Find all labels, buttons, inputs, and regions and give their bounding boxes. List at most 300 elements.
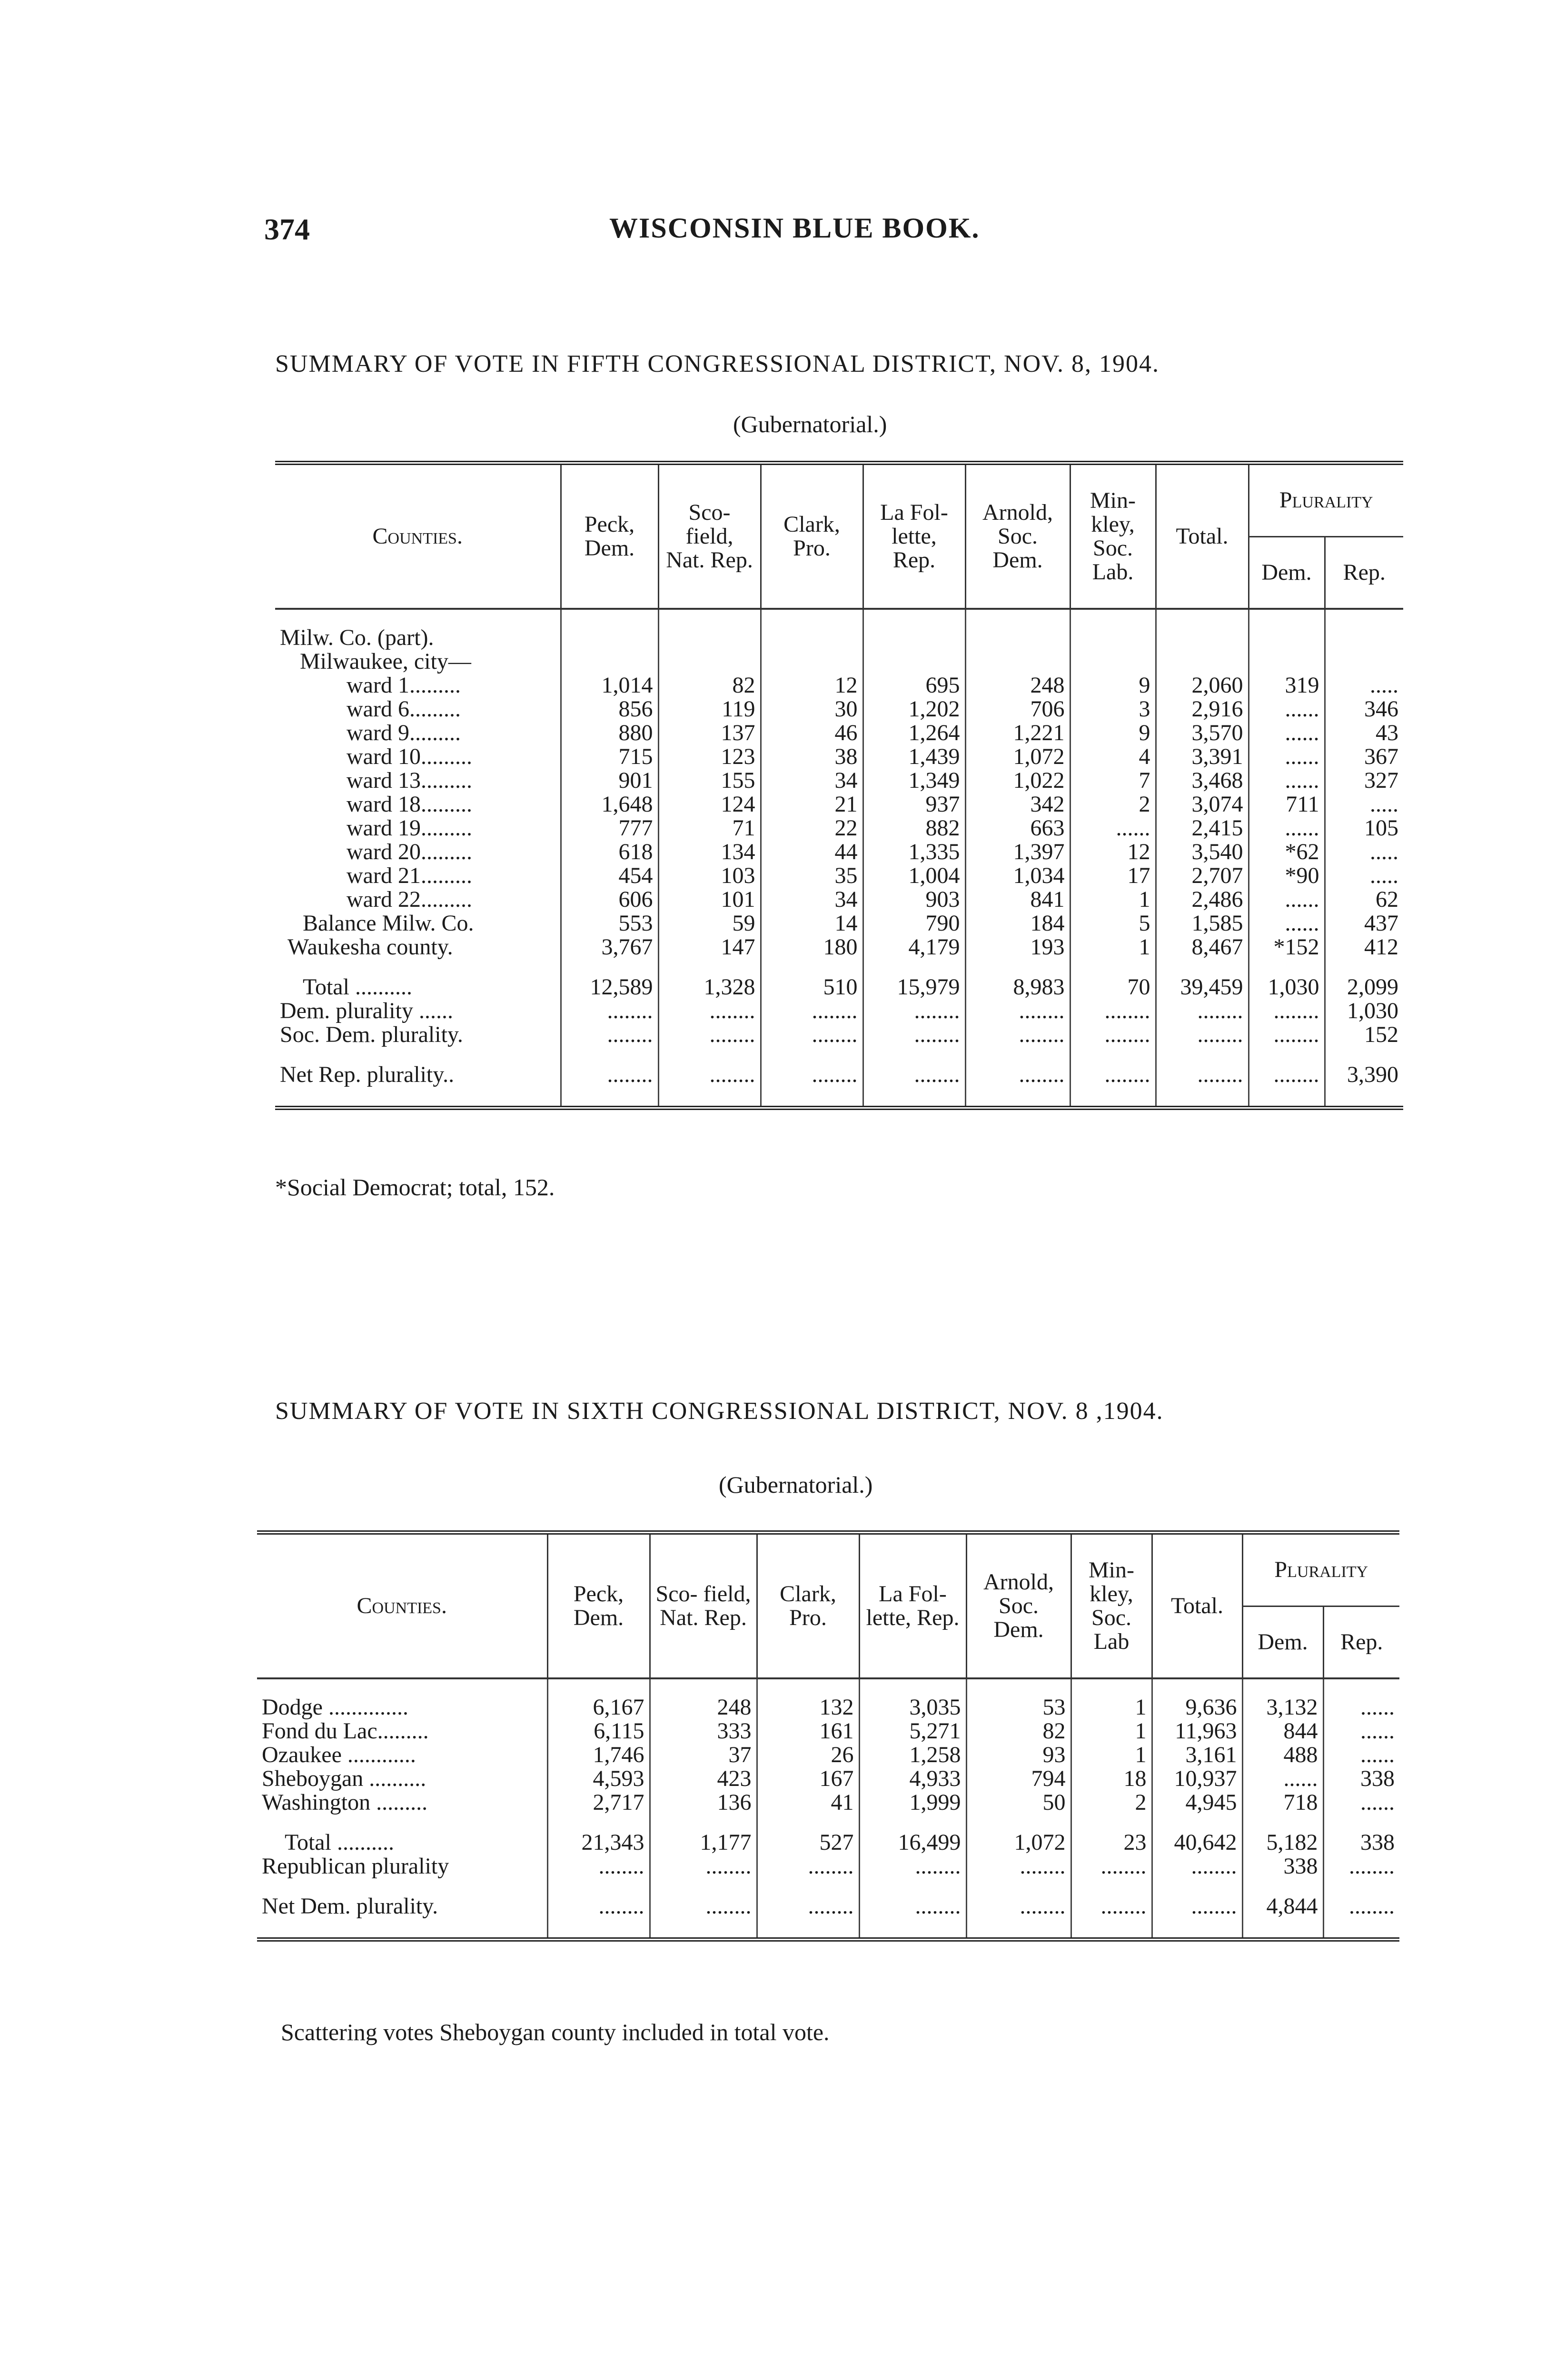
cell-peck: 901 — [561, 769, 658, 793]
header-lafollette: La Fol- lette, Rep. — [863, 463, 965, 609]
dot-leader: ........ — [761, 999, 863, 1023]
cell-dem-plurality: ...... — [1249, 816, 1325, 840]
cell-rep-plurality: 105 — [1325, 816, 1403, 840]
cell-lafollette: 5,271 — [859, 1719, 966, 1743]
table-row — [257, 1767, 1399, 1791]
cell-rep-plurality: 346 — [1325, 697, 1403, 721]
row-name: Waukesha county. — [287, 934, 453, 960]
cell-minkley: 18 — [1071, 1767, 1152, 1791]
cell-clark: 167 — [757, 1767, 859, 1791]
cell-minkley: 9 — [1070, 721, 1156, 745]
row-name: ward 9......... — [347, 720, 461, 745]
group-label: Milw. Co. (part). — [280, 625, 434, 650]
cell-peck: 21,343 — [547, 1831, 650, 1854]
cell-arnold: 706 — [965, 697, 1070, 721]
row-name: Ozaukee ............ — [262, 1742, 416, 1767]
cell-total: 3,570 — [1156, 721, 1249, 745]
cell-rep-plurality: 412 — [1325, 935, 1403, 959]
dot-leader: ........ — [1323, 1854, 1399, 1878]
cell-arnold: 1,221 — [965, 721, 1070, 745]
cell-lafollette: 1,004 — [863, 864, 965, 888]
cell-rep-plurality: 62 — [1325, 888, 1403, 912]
row-name: ward 21......... — [347, 863, 472, 888]
dot-leader: ........ — [1249, 1023, 1325, 1047]
cell-scofield: 136 — [650, 1791, 757, 1815]
cell-peck: 777 — [561, 816, 658, 840]
rep-plurality-row — [257, 1854, 1399, 1878]
row-name: Total .......... — [285, 1830, 394, 1855]
cell-arnold: 50 — [966, 1791, 1071, 1815]
cell-scofield: 1,328 — [658, 975, 761, 999]
cell-rep-plurality: ..... — [1325, 793, 1403, 816]
cell-arnold: 663 — [965, 816, 1070, 840]
row-name: ward 1......... — [347, 673, 461, 698]
cell-arnold: 841 — [965, 888, 1070, 912]
row-name: ward 10......... — [347, 744, 472, 769]
dot-leader: ........ — [1152, 1894, 1242, 1918]
cell-dem-plurality: 3,132 — [1242, 1696, 1323, 1719]
header-plurality-dem: Dem. — [1249, 536, 1325, 609]
cell-arnold: 1,072 — [965, 745, 1070, 769]
row-name: Balance Milw. Co. — [303, 911, 474, 936]
dot-leader: ........ — [757, 1854, 859, 1878]
cell-lafollette: 695 — [863, 674, 965, 697]
row-name: Republican plurality — [262, 1854, 449, 1879]
header-arnold: Arnold, Soc. Dem. — [965, 463, 1070, 609]
cell-clark: 26 — [757, 1743, 859, 1767]
cell-scofield: 155 — [658, 769, 761, 793]
table-row — [275, 721, 1403, 745]
header-peck: Peck, Dem. — [547, 1533, 650, 1679]
cell-rep-plurality: 1,030 — [1325, 999, 1403, 1023]
header-plurality: Plurality — [1242, 1533, 1399, 1606]
cell-dem-plurality: ...... — [1242, 1767, 1323, 1791]
cell-peck: 856 — [561, 697, 658, 721]
cell-total: 1,585 — [1156, 912, 1249, 935]
row-name: ward 6......... — [347, 696, 461, 722]
cell-lafollette: 4,179 — [863, 935, 965, 959]
cell-total: 2,060 — [1156, 674, 1249, 697]
cell-rep-plurality: ...... — [1323, 1743, 1399, 1767]
cell-total: 3,074 — [1156, 793, 1249, 816]
cell-total: 39,459 — [1156, 975, 1249, 999]
dot-leader: ........ — [761, 1023, 863, 1047]
header-counties: Counties. — [275, 463, 561, 609]
cell-lafollette: 4,933 — [859, 1767, 966, 1791]
cell-total: 9,636 — [1152, 1696, 1242, 1719]
cell-rep-plurality: ..... — [1325, 674, 1403, 697]
cell-lafollette: 3,035 — [859, 1696, 966, 1719]
header-plurality-dem: Dem. — [1242, 1606, 1323, 1678]
dot-leader: ........ — [757, 1894, 859, 1918]
cell-clark: 44 — [761, 840, 863, 864]
cell-peck: 2,717 — [547, 1791, 650, 1815]
cell-rep-plurality: ..... — [1325, 840, 1403, 864]
table-row — [275, 769, 1403, 793]
cell-arnold: 184 — [965, 912, 1070, 935]
row-name: ward 22......... — [347, 887, 472, 912]
cell-minkley: 70 — [1070, 975, 1156, 999]
dot-leader: ........ — [650, 1894, 757, 1918]
cell-peck: 3,767 — [561, 935, 658, 959]
cell-peck: 6,115 — [547, 1719, 650, 1743]
cell-clark: 21 — [761, 793, 863, 816]
table-row — [257, 1719, 1399, 1743]
table-row — [257, 1696, 1399, 1719]
cell-lafollette: 16,499 — [859, 1831, 966, 1854]
sixth-district-table — [257, 1530, 1399, 1942]
cell-total: 3,540 — [1156, 840, 1249, 864]
cell-scofield: 71 — [658, 816, 761, 840]
cell-rep-plurality: 2,099 — [1325, 975, 1403, 999]
cell-minkley: 17 — [1070, 864, 1156, 888]
cell-clark: 30 — [761, 697, 863, 721]
cell-dem-plurality: 844 — [1242, 1719, 1323, 1743]
dem-plurality-row — [275, 999, 1403, 1023]
row-name: ward 13......... — [347, 768, 472, 793]
cell-scofield: 124 — [658, 793, 761, 816]
cell-arnold: 193 — [965, 935, 1070, 959]
sixth-district-subtitle: (Gubernatorial.) — [719, 1471, 873, 1498]
header-plurality: Plurality — [1249, 463, 1403, 537]
cell-arnold: 53 — [966, 1696, 1071, 1719]
cell-rep-plurality: 152 — [1325, 1023, 1403, 1047]
dot-leader: ........ — [1156, 1023, 1249, 1047]
cell-clark: 14 — [761, 912, 863, 935]
row-name: Dodge .............. — [262, 1695, 408, 1720]
cell-arnold: 1,072 — [966, 1831, 1071, 1854]
cell-peck: 454 — [561, 864, 658, 888]
cell-scofield: 37 — [650, 1743, 757, 1767]
cell-peck: 1,014 — [561, 674, 658, 697]
cell-dem-plurality: 5,182 — [1242, 1831, 1323, 1854]
cell-arnold: 93 — [966, 1743, 1071, 1767]
cell-total: 3,468 — [1156, 769, 1249, 793]
net-plurality-row — [257, 1894, 1399, 1918]
dot-leader: ........ — [859, 1894, 966, 1918]
table-row — [257, 1791, 1399, 1815]
cell-arnold: 794 — [966, 1767, 1071, 1791]
cell-scofield: 101 — [658, 888, 761, 912]
cell-minkley: 3 — [1070, 697, 1156, 721]
cell-clark: 180 — [761, 935, 863, 959]
cell-scofield: 1,177 — [650, 1831, 757, 1854]
dot-leader: ........ — [658, 1023, 761, 1047]
cell-dem-plurality: ...... — [1249, 697, 1325, 721]
cell-dem-plurality: 319 — [1249, 674, 1325, 697]
row-name: Total .......... — [303, 974, 412, 1000]
cell-scofield: 123 — [658, 745, 761, 769]
cell-scofield: 147 — [658, 935, 761, 959]
cell-peck: 553 — [561, 912, 658, 935]
table-row — [275, 912, 1403, 935]
header-total: Total. — [1152, 1533, 1242, 1679]
cell-minkley: 7 — [1070, 769, 1156, 793]
dot-leader: ........ — [761, 1063, 863, 1087]
dot-leader: ........ — [658, 1063, 761, 1087]
table-row — [275, 935, 1403, 959]
row-name: Washington ......... — [262, 1790, 428, 1815]
total-row — [257, 1831, 1399, 1854]
header-plurality-rep: Rep. — [1325, 536, 1403, 609]
cell-dem-plurality: 718 — [1242, 1791, 1323, 1815]
group-label: Milwaukee, city— — [300, 649, 471, 674]
cell-rep-plurality: 437 — [1325, 912, 1403, 935]
cell-peck: 618 — [561, 840, 658, 864]
cell-rep-plurality: 3,390 — [1325, 1063, 1403, 1087]
table-row — [275, 697, 1403, 721]
dot-leader: ........ — [966, 1894, 1071, 1918]
dot-leader: ........ — [965, 1063, 1070, 1087]
cell-minkley: 5 — [1070, 912, 1156, 935]
dot-leader: ........ — [859, 1854, 966, 1878]
dot-leader: ........ — [965, 1023, 1070, 1047]
header-lafollette: La Fol- lette, Rep. — [859, 1533, 966, 1679]
cell-total: 3,161 — [1152, 1743, 1242, 1767]
cell-lafollette: 1,264 — [863, 721, 965, 745]
soc-plurality-row — [275, 1023, 1403, 1047]
cell-lafollette: 903 — [863, 888, 965, 912]
dot-leader: ........ — [1071, 1854, 1152, 1878]
cell-scofield: 82 — [658, 674, 761, 697]
table-row — [275, 840, 1403, 864]
header-clark: Clark, Pro. — [757, 1533, 859, 1679]
cell-rep-plurality: 327 — [1325, 769, 1403, 793]
table-row — [275, 674, 1403, 697]
cell-clark: 34 — [761, 769, 863, 793]
cell-lafollette: 1,335 — [863, 840, 965, 864]
cell-clark: 35 — [761, 864, 863, 888]
dot-leader: ........ — [965, 999, 1070, 1023]
fifth-district-subtitle: (Gubernatorial.) — [733, 411, 887, 437]
table-row — [257, 1743, 1399, 1767]
cell-total: 10,937 — [1152, 1767, 1242, 1791]
running-head: WISCONSIN BLUE BOOK. — [609, 212, 980, 244]
header-arnold: Arnold, Soc. Dem. — [966, 1533, 1071, 1679]
cell-arnold: 1,022 — [965, 769, 1070, 793]
cell-minkley: 2 — [1071, 1791, 1152, 1815]
cell-clark: 132 — [757, 1696, 859, 1719]
cell-scofield: 423 — [650, 1767, 757, 1791]
cell-dem-plurality: 488 — [1242, 1743, 1323, 1767]
cell-total: 2,415 — [1156, 816, 1249, 840]
cell-rep-plurality: ...... — [1323, 1719, 1399, 1743]
cell-scofield: 137 — [658, 721, 761, 745]
cell-total: 2,916 — [1156, 697, 1249, 721]
row-name: ward 19......... — [347, 815, 472, 841]
cell-arnold: 1,034 — [965, 864, 1070, 888]
cell-lafollette: 1,999 — [859, 1791, 966, 1815]
cell-minkley: 1 — [1071, 1696, 1152, 1719]
fifth-district-table — [275, 461, 1403, 1110]
cell-clark: 527 — [757, 1831, 859, 1854]
dot-leader: ........ — [547, 1854, 650, 1878]
cell-dem-plurality: 711 — [1249, 793, 1325, 816]
row-name: Net Rep. plurality.. — [280, 1062, 455, 1087]
cell-rep-plurality: ...... — [1323, 1791, 1399, 1815]
cell-dem-plurality: ...... — [1249, 745, 1325, 769]
cell-minkley: 9 — [1070, 674, 1156, 697]
cell-rep-plurality: 367 — [1325, 745, 1403, 769]
cell-clark: 12 — [761, 674, 863, 697]
cell-rep-plurality: ...... — [1323, 1696, 1399, 1719]
cell-scofield: 333 — [650, 1719, 757, 1743]
sixth-district-footnote: Scattering votes Sheboygan county included in total vote. — [281, 2019, 830, 2045]
fifth-district-footnote: *Social Democrat; total, 152. — [275, 1174, 555, 1200]
cell-dem-plurality: ...... — [1249, 888, 1325, 912]
header-scofield: Sco- field, Nat. Rep. — [650, 1533, 757, 1679]
cell-scofield: 103 — [658, 864, 761, 888]
dot-leader: ........ — [1156, 1063, 1249, 1087]
table-row — [275, 864, 1403, 888]
cell-lafollette: 1,202 — [863, 697, 965, 721]
cell-dem-plurality: 1,030 — [1249, 975, 1325, 999]
cell-arnold: 82 — [966, 1719, 1071, 1743]
dot-leader: ........ — [561, 1063, 658, 1087]
cell-dem-plurality: *90 — [1249, 864, 1325, 888]
header-counties: Counties. — [257, 1533, 547, 1679]
dot-leader: ........ — [1249, 999, 1325, 1023]
cell-lafollette: 1,349 — [863, 769, 965, 793]
cell-peck: 606 — [561, 888, 658, 912]
cell-scofield: 134 — [658, 840, 761, 864]
cell-dem-plurality: ...... — [1249, 769, 1325, 793]
group-label-row — [275, 650, 1403, 674]
cell-lafollette: 1,439 — [863, 745, 965, 769]
cell-rep-plurality: 43 — [1325, 721, 1403, 745]
net-plurality-row — [275, 1063, 1403, 1087]
cell-total: 2,486 — [1156, 888, 1249, 912]
cell-total: 11,963 — [1152, 1719, 1242, 1743]
dot-leader: ........ — [650, 1854, 757, 1878]
cell-peck: 4,593 — [547, 1767, 650, 1791]
cell-peck: 880 — [561, 721, 658, 745]
cell-clark: 510 — [761, 975, 863, 999]
group-label-row — [275, 626, 1403, 650]
row-name: Net Dem. plurality. — [262, 1894, 438, 1919]
cell-lafollette: 882 — [863, 816, 965, 840]
row-name: Fond du Lac......... — [262, 1718, 429, 1744]
row-name: ward 18......... — [347, 792, 472, 817]
dot-leader: ........ — [1249, 1063, 1325, 1087]
cell-clark: 38 — [761, 745, 863, 769]
fifth-district-title: SUMMARY OF VOTE IN FIFTH CONGRESSIONAL DISTRICT, NOV. 8, 1904. — [275, 350, 1160, 377]
cell-dem-plurality: *62 — [1249, 840, 1325, 864]
dot-leader: ........ — [1323, 1894, 1399, 1918]
header-clark: Clark, Pro. — [761, 463, 863, 609]
cell-arnold: 8,983 — [965, 975, 1070, 999]
cell-arnold: 1,397 — [965, 840, 1070, 864]
total-row — [275, 975, 1403, 999]
table-row — [275, 888, 1403, 912]
cell-dem-plurality: ...... — [1249, 912, 1325, 935]
cell-peck: 6,167 — [547, 1696, 650, 1719]
dot-leader: ........ — [1070, 1023, 1156, 1047]
dot-leader: ........ — [561, 999, 658, 1023]
header-peck: Peck, Dem. — [561, 463, 658, 609]
page-number: 374 — [264, 212, 310, 246]
cell-minkley: 23 — [1071, 1831, 1152, 1854]
cell-clark: 22 — [761, 816, 863, 840]
sixth-district-title: SUMMARY OF VOTE IN SIXTH CONGRESSIONAL DISTRICT, NOV. 8 ,1904. — [275, 1398, 1164, 1425]
cell-clark: 34 — [761, 888, 863, 912]
cell-minkley: 1 — [1071, 1743, 1152, 1767]
cell-rep-plurality: ..... — [1325, 864, 1403, 888]
cell-minkley: 1 — [1070, 935, 1156, 959]
cell-total: 2,707 — [1156, 864, 1249, 888]
table-row — [275, 745, 1403, 769]
dot-leader: ........ — [966, 1854, 1071, 1878]
row-name: ward 20......... — [347, 839, 472, 864]
cell-total: 40,642 — [1152, 1831, 1242, 1854]
cell-clark: 46 — [761, 721, 863, 745]
cell-dem-plurality: ...... — [1249, 721, 1325, 745]
cell-total: 4,945 — [1152, 1791, 1242, 1815]
header-plurality-rep: Rep. — [1323, 1606, 1399, 1678]
dot-leader: ........ — [547, 1894, 650, 1918]
dot-leader: ........ — [863, 999, 965, 1023]
header-total: Total. — [1156, 463, 1249, 609]
cell-dem-plurality: *152 — [1249, 935, 1325, 959]
cell-minkley: 2 — [1070, 793, 1156, 816]
cell-arnold: 248 — [965, 674, 1070, 697]
cell-clark: 161 — [757, 1719, 859, 1743]
cell-dem-plurality: 338 — [1242, 1854, 1323, 1878]
header-minkley: Min- kley, Soc. Lab. — [1070, 463, 1156, 609]
cell-scofield: 119 — [658, 697, 761, 721]
cell-minkley: ...... — [1070, 816, 1156, 840]
cell-peck: 715 — [561, 745, 658, 769]
table-row — [275, 816, 1403, 840]
cell-lafollette: 790 — [863, 912, 965, 935]
cell-total: 3,391 — [1156, 745, 1249, 769]
dot-leader: ........ — [1156, 999, 1249, 1023]
cell-scofield: 59 — [658, 912, 761, 935]
cell-lafollette: 15,979 — [863, 975, 965, 999]
dot-leader: ........ — [658, 999, 761, 1023]
dot-leader: ........ — [561, 1023, 658, 1047]
dot-leader: ........ — [1070, 1063, 1156, 1087]
cell-clark: 41 — [757, 1791, 859, 1815]
dot-leader: ........ — [863, 1063, 965, 1087]
row-name: Sheboygan .......... — [262, 1766, 426, 1791]
cell-peck: 1,648 — [561, 793, 658, 816]
cell-scofield: 248 — [650, 1696, 757, 1719]
cell-rep-plurality: 338 — [1323, 1831, 1399, 1854]
dot-leader: ........ — [1071, 1894, 1152, 1918]
dot-leader: ........ — [863, 1023, 965, 1047]
row-name: Dem. plurality ...... — [280, 998, 453, 1023]
cell-dem-plurality: 4,844 — [1242, 1894, 1323, 1918]
dot-leader: ........ — [1152, 1854, 1242, 1878]
table-row — [275, 793, 1403, 816]
cell-total: 8,467 — [1156, 935, 1249, 959]
header-scofield: Sco- field, Nat. Rep. — [658, 463, 761, 609]
cell-peck: 1,746 — [547, 1743, 650, 1767]
header-minkley: Min- kley, Soc. Lab — [1071, 1533, 1152, 1679]
row-name: Soc. Dem. plurality. — [280, 1022, 463, 1047]
cell-peck: 12,589 — [561, 975, 658, 999]
cell-minkley: 1 — [1070, 888, 1156, 912]
cell-rep-plurality: 338 — [1323, 1767, 1399, 1791]
dot-leader: ........ — [1070, 999, 1156, 1023]
cell-lafollette: 1,258 — [859, 1743, 966, 1767]
cell-minkley: 12 — [1070, 840, 1156, 864]
cell-lafollette: 937 — [863, 793, 965, 816]
cell-minkley: 4 — [1070, 745, 1156, 769]
cell-arnold: 342 — [965, 793, 1070, 816]
cell-minkley: 1 — [1071, 1719, 1152, 1743]
